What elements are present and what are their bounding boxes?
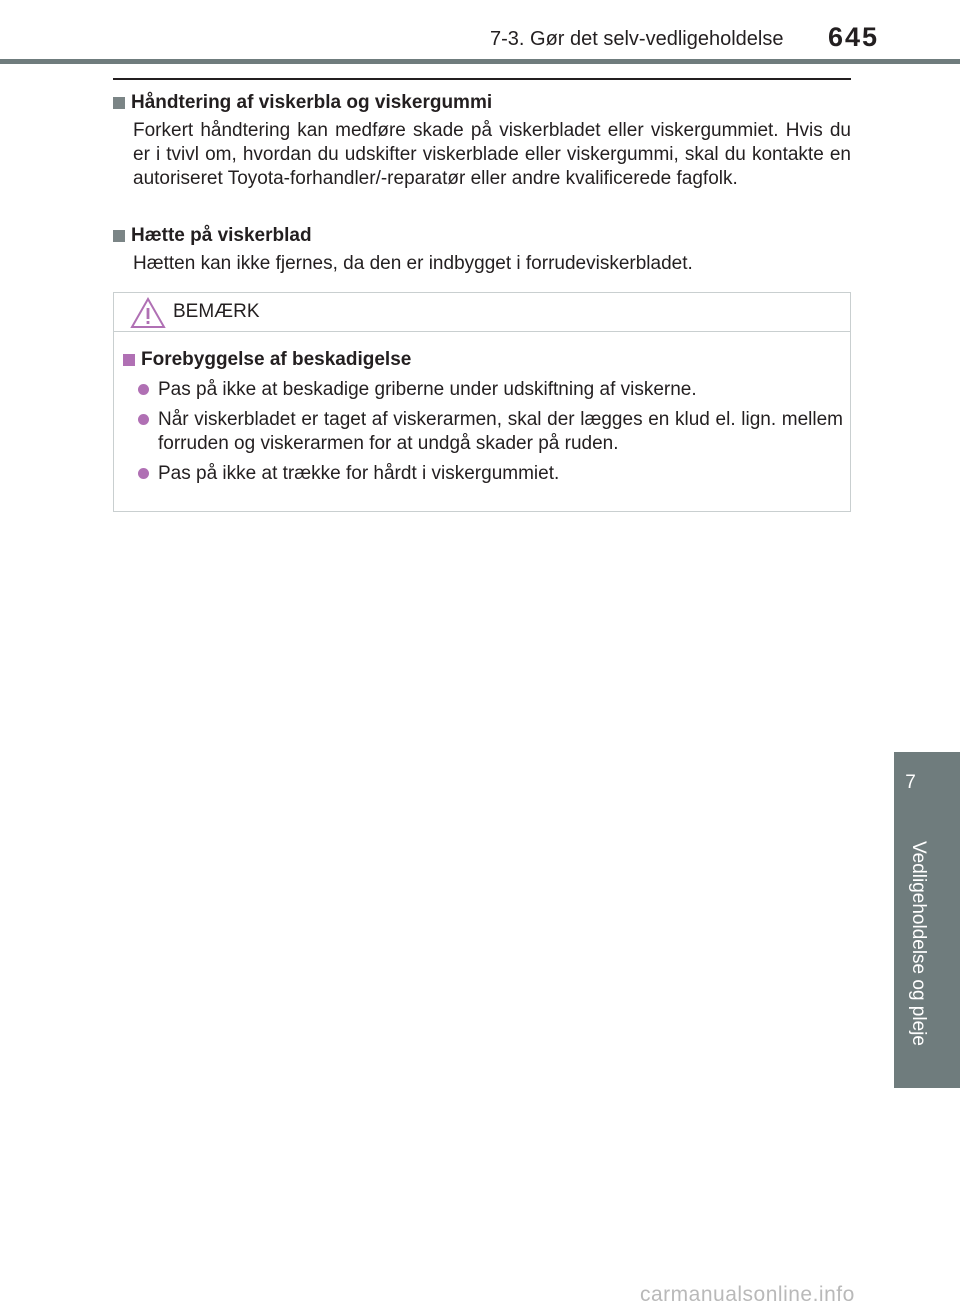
- notice-header: [114, 293, 850, 332]
- notice-bullet-text: Når viskerbladet er taget af viskerarmen, skal der lægges en klud el. lign. mellem forruden og viskerarmen for at undgå skader på ruden.: [158, 409, 843, 454]
- section-wiper-handling: [113, 91, 851, 191]
- page-number: 645: [828, 22, 880, 52]
- section-heading-text: Håndtering af viskerbla og viskergummi: [131, 92, 493, 113]
- square-bullet-icon: [113, 230, 125, 242]
- notice-heading: [123, 348, 843, 372]
- section-body: Hætten kan ikke fjernes, da den er indbygget i forrudeviskerbladet.: [133, 253, 693, 274]
- notice-bullet-text: Pas på ikke at trække for hårdt i viskergummiet.: [158, 463, 560, 484]
- watermark: carmanualsonline.info: [640, 1283, 855, 1306]
- square-bullet-icon: [113, 97, 125, 109]
- notice-title: BEMÆRK: [173, 301, 260, 322]
- notice-bullet-text: Pas på ikke at beskadige griberne under udskiftning af viskerne.: [158, 379, 697, 400]
- section-heading: [113, 91, 851, 115]
- round-bullet-icon: [138, 384, 149, 395]
- round-bullet-icon: [138, 414, 149, 425]
- section-blade-cap: [113, 224, 851, 276]
- top-rule: [113, 78, 851, 80]
- notice-bullet: [138, 408, 843, 456]
- notice-box: [113, 292, 851, 512]
- header-section-title: 7-3. Gør det selv-vedligeholdelse: [490, 28, 784, 50]
- warning-triangle-icon: [130, 297, 166, 329]
- section-heading: [113, 224, 851, 248]
- section-heading-text: Hætte på viskerblad: [131, 225, 312, 246]
- notice-body: [123, 348, 843, 486]
- notice-bullet: [138, 378, 843, 402]
- square-bullet-icon: [123, 354, 135, 366]
- round-bullet-icon: [138, 468, 149, 479]
- section-body: Forkert håndtering kan medføre skade på viskerbladet eller viskergummiet. Hvis du er i tvivl om, hvordan du udskifter viskerblade eller viskergummi, skal du kontakte en autoriseret Toyota-forhandler/-reparatør eller andre kvalificerede fagfolk.: [133, 120, 851, 189]
- notice-heading-text: Forebyggelse af beskadigelse: [141, 349, 412, 370]
- chapter-number: 7: [905, 772, 916, 793]
- notice-bullet: [138, 462, 843, 486]
- chapter-title: Vedligeholdelse og pleje: [908, 841, 929, 1046]
- header-bar: [0, 59, 960, 64]
